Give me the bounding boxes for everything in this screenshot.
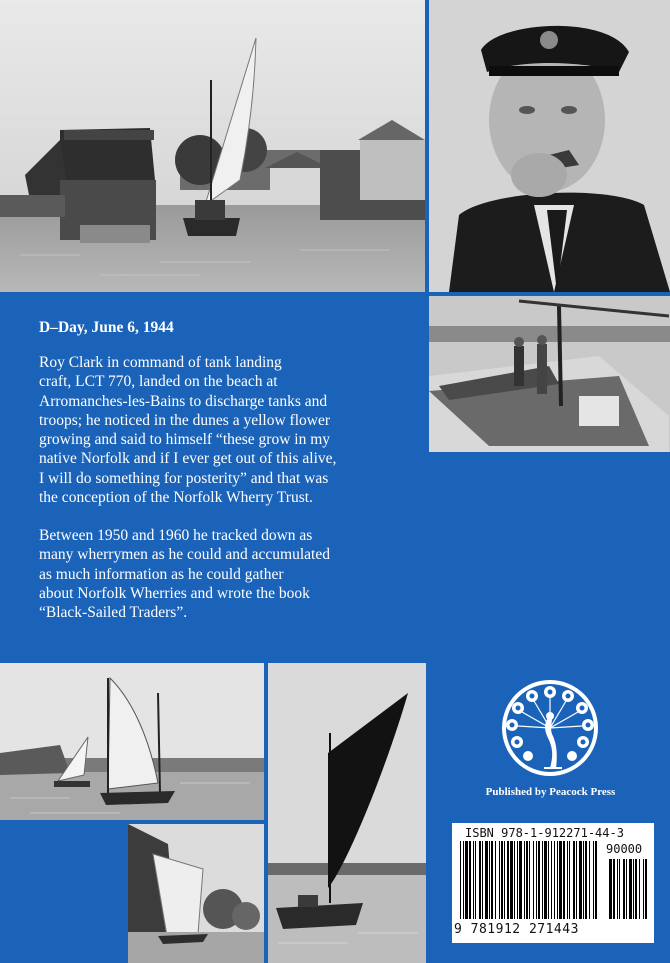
barcode-bar	[538, 841, 540, 919]
paragraph-line: Between 1950 and 1960 he tracked down as	[39, 527, 313, 544]
barcode-bar	[609, 859, 612, 919]
barcode-bar	[460, 841, 461, 919]
paragraph-line: I will do something for posterity” and that was	[39, 469, 329, 487]
barcode-bar	[514, 841, 515, 919]
barcode-bar	[524, 841, 525, 919]
barcode-bar	[635, 859, 637, 919]
paragraph-line: Arromanches-les-Bains to discharge tanks and	[39, 392, 328, 410]
barcode-bar	[583, 841, 584, 919]
photo-black-sail-wherry	[268, 663, 426, 963]
barcode-bar	[626, 859, 627, 919]
barcode-bar	[517, 841, 518, 919]
barcode-bar	[579, 841, 582, 919]
barcode-bar	[501, 841, 503, 919]
photo-sail-among-trees	[128, 824, 264, 963]
paragraph-line: craft, LCT 770, landed on the beach at	[39, 373, 278, 391]
barcode-bar	[629, 859, 632, 919]
barcode-bar	[617, 859, 618, 919]
barcode-bar	[554, 841, 555, 919]
paragraph-line: growing and said to himself “these grow in my	[39, 431, 331, 449]
photo-wherry-deck	[429, 296, 670, 452]
paragraph-line: troops; he noticed in the dunes a yellow flower	[39, 411, 330, 429]
barcode-bar	[619, 859, 620, 919]
barcode-bar	[567, 841, 568, 919]
barcode-bar	[482, 841, 483, 919]
barcode-bar	[551, 841, 552, 919]
photo-sailing-boats	[0, 663, 264, 820]
barcode-bar	[519, 841, 522, 919]
barcode-bar	[536, 841, 537, 919]
barcode-bar	[542, 841, 543, 919]
ean-number-text: 9 781912 271443	[454, 922, 579, 937]
barcode-bar	[526, 841, 528, 919]
barcode-bar	[563, 841, 565, 919]
isbn-text: ISBN 978-1-912271-44-3	[465, 826, 624, 840]
barcode-bar	[557, 841, 558, 919]
barcode-bar	[639, 859, 640, 919]
paragraph-line: as much information as he could gather	[39, 565, 284, 583]
barcode-bar	[485, 841, 488, 919]
barcode-bar	[633, 859, 634, 919]
barcode-bar	[544, 841, 547, 919]
barcode-bar	[465, 841, 468, 919]
barcode-bar	[576, 841, 577, 919]
barcode-bar	[469, 841, 471, 919]
barcode-bar	[559, 841, 562, 919]
isbn-barcode	[452, 823, 654, 943]
paragraph-line: about Norfolk Wherries and wrote the book	[39, 584, 310, 602]
barcode-bar	[643, 859, 644, 919]
heading-d-day: D–Day, June 6, 1944	[39, 319, 174, 336]
barcode-bar	[491, 841, 493, 919]
barcode-bar	[510, 841, 513, 919]
paragraph-line: native Norfolk and if I ever get out of this alive,	[39, 450, 337, 468]
publisher-label: Published by Peacock Press	[485, 786, 616, 798]
photo-officer-portrait	[429, 0, 670, 292]
barcode-bar	[595, 841, 597, 919]
paragraph-line: the conception of the Norfolk Wherry Trust.	[39, 489, 313, 507]
barcode-bar	[529, 841, 530, 919]
peacock-logo-icon	[500, 678, 600, 778]
barcode-bar	[463, 841, 464, 919]
price-addon-text: 90000	[606, 842, 643, 856]
barcode-bar	[499, 841, 500, 919]
barcode-bar	[569, 841, 570, 919]
paragraph-line: many wherrymen as he could and accumulated	[39, 546, 330, 564]
barcode-bar	[573, 841, 575, 919]
photo-swing-bridge	[0, 0, 425, 292]
barcode-bar	[585, 841, 587, 919]
barcode-bar	[589, 841, 590, 919]
barcode-bar	[507, 841, 509, 919]
barcode-bar	[645, 859, 647, 919]
barcode-bar	[548, 841, 549, 919]
barcode-bar	[489, 841, 490, 919]
barcode-bar	[495, 841, 496, 919]
barcode-bar	[593, 841, 594, 919]
paragraph-line: Roy Clark in command of tank landing	[39, 354, 282, 371]
barcode-bar	[504, 841, 505, 919]
barcode-bar	[623, 859, 625, 919]
barcode-bar	[613, 859, 615, 919]
paragraph-roy-clark	[39, 353, 394, 507]
paragraph-line: “Black-Sailed Traders”.	[39, 604, 188, 622]
barcode-bar	[533, 841, 534, 919]
paragraph-wherrymen	[39, 526, 394, 622]
barcode-bar	[475, 841, 476, 919]
barcode-bar	[473, 841, 474, 919]
barcode-bar	[479, 841, 481, 919]
